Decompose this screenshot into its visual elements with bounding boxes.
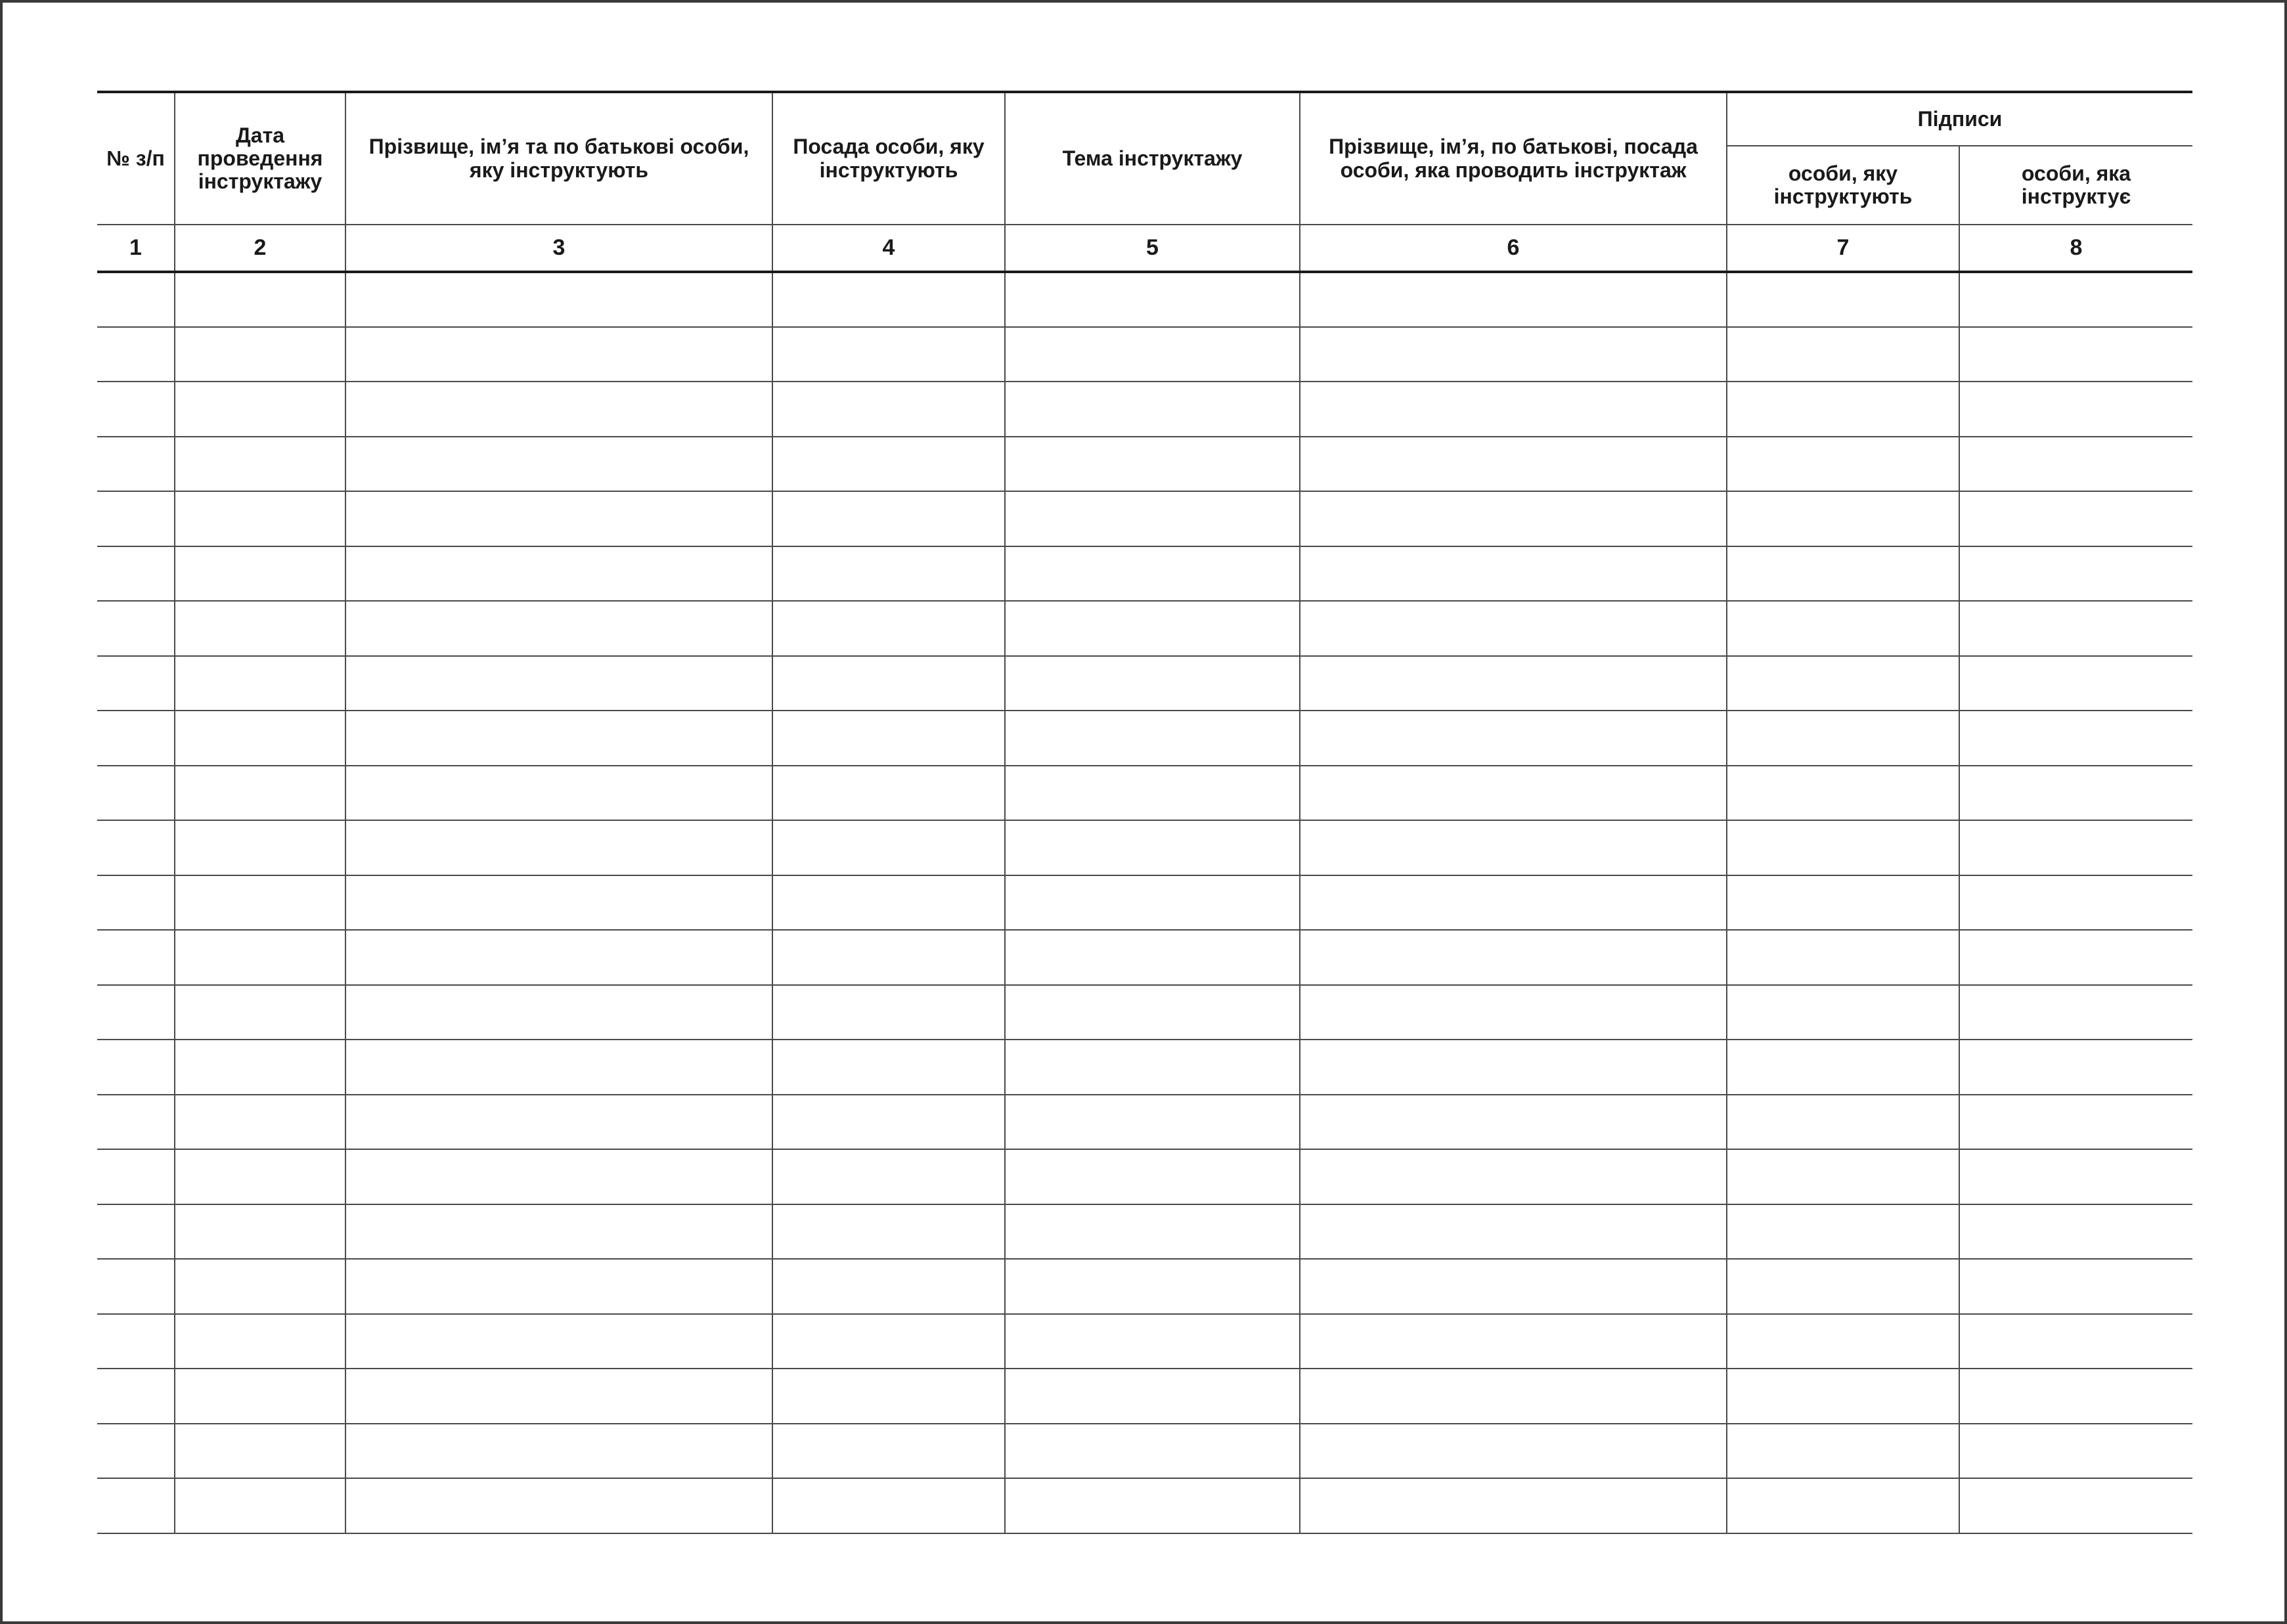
table-cell[interactable]	[772, 1314, 1005, 1369]
column-number: 3	[345, 225, 772, 272]
table-cell[interactable]	[345, 1369, 772, 1424]
table-cell[interactable]	[97, 1040, 175, 1095]
table-cell[interactable]	[175, 546, 345, 602]
table-cell[interactable]	[772, 1040, 1005, 1095]
table-cell[interactable]	[1005, 1149, 1300, 1204]
table-cell[interactable]	[1005, 1095, 1300, 1150]
table-cell[interactable]	[772, 1095, 1005, 1150]
table-cell[interactable]	[345, 1095, 772, 1150]
header-topic: Тема інструктажу	[1005, 92, 1300, 225]
table-cell[interactable]	[1300, 1424, 1727, 1479]
table-cell[interactable]	[1005, 327, 1300, 382]
table-cell[interactable]	[1005, 601, 1300, 656]
table-row	[97, 1478, 2192, 1533]
table-cell[interactable]	[1959, 1314, 2192, 1369]
table-cell[interactable]	[1959, 382, 2192, 437]
table-cell[interactable]	[1959, 601, 2192, 656]
table-row	[97, 327, 2192, 382]
table-row	[97, 711, 2192, 766]
table-cell[interactable]	[1005, 1040, 1300, 1095]
table-cell[interactable]	[345, 930, 772, 985]
table-cell[interactable]	[345, 546, 772, 602]
table-cell[interactable]	[1300, 1204, 1727, 1260]
table-cell[interactable]	[1005, 437, 1300, 492]
table-cell[interactable]	[97, 985, 175, 1040]
table-cell[interactable]	[1727, 272, 1959, 327]
table-cell[interactable]	[97, 1204, 175, 1260]
table-cell[interactable]	[97, 601, 175, 656]
table-cell[interactable]	[97, 437, 175, 492]
table-row	[97, 1424, 2192, 1479]
table-row	[97, 601, 2192, 656]
table-cell[interactable]	[1300, 601, 1727, 656]
table-row	[97, 1259, 2192, 1314]
table-cell[interactable]	[1727, 1259, 1959, 1314]
table-cell[interactable]	[1005, 1424, 1300, 1479]
table-cell[interactable]	[175, 1314, 345, 1369]
table-cell[interactable]	[1005, 382, 1300, 437]
table-row	[97, 1369, 2192, 1424]
table-cell[interactable]	[97, 1149, 175, 1204]
table-cell[interactable]	[1005, 272, 1300, 327]
table-cell[interactable]	[1727, 1424, 1959, 1479]
table-cell[interactable]	[97, 711, 175, 766]
table-cell[interactable]	[1959, 766, 2192, 821]
table-cell[interactable]	[175, 766, 345, 821]
table-cell[interactable]	[772, 930, 1005, 985]
table-cell[interactable]	[1727, 1478, 1959, 1533]
table-cell[interactable]	[345, 272, 772, 327]
table-cell[interactable]	[345, 1040, 772, 1095]
table-row	[97, 1040, 2192, 1095]
table-cell[interactable]	[1005, 985, 1300, 1040]
table-cell[interactable]	[97, 1369, 175, 1424]
table-cell[interactable]	[1300, 1369, 1727, 1424]
table-cell[interactable]	[1005, 546, 1300, 602]
table-cell[interactable]	[1727, 437, 1959, 492]
header-instructor: Прізвище, ім’я, по батькові, посада особи, яка проводить інструктаж	[1300, 92, 1727, 225]
table-cell[interactable]	[1959, 1095, 2192, 1150]
table-cell[interactable]	[1300, 1149, 1727, 1204]
column-number: 7	[1727, 225, 1959, 272]
column-number: 4	[772, 225, 1005, 272]
table-cell[interactable]	[175, 1149, 345, 1204]
table-cell[interactable]	[1959, 985, 2192, 1040]
table-cell[interactable]	[345, 1314, 772, 1369]
table-cell[interactable]	[1005, 656, 1300, 711]
table-cell[interactable]	[1300, 711, 1727, 766]
table-cell[interactable]	[1300, 272, 1727, 327]
table-row	[97, 985, 2192, 1040]
table-cell[interactable]	[1959, 1149, 2192, 1204]
table-cell[interactable]	[1005, 930, 1300, 985]
table-cell[interactable]	[772, 546, 1005, 602]
table-cell[interactable]	[97, 1424, 175, 1479]
table-cell[interactable]	[1959, 491, 2192, 546]
table-cell[interactable]	[1959, 1478, 2192, 1533]
table-cell[interactable]	[1727, 491, 1959, 546]
table-cell[interactable]	[97, 820, 175, 875]
table-cell[interactable]	[175, 1478, 345, 1533]
table-row	[97, 766, 2192, 821]
table-cell[interactable]	[772, 1478, 1005, 1533]
column-number-row	[97, 225, 2192, 272]
table-cell[interactable]	[1005, 1259, 1300, 1314]
table-cell[interactable]	[345, 985, 772, 1040]
table-cell[interactable]	[1959, 327, 2192, 382]
table-cell[interactable]	[345, 1424, 772, 1479]
table-cell[interactable]	[1300, 875, 1727, 931]
table-cell[interactable]	[97, 766, 175, 821]
table-cell[interactable]	[97, 875, 175, 931]
table-cell[interactable]	[1727, 985, 1959, 1040]
table-cell[interactable]	[772, 437, 1005, 492]
table-cell[interactable]	[772, 382, 1005, 437]
table-cell[interactable]	[1005, 820, 1300, 875]
table-row	[97, 382, 2192, 437]
table-row	[97, 491, 2192, 546]
table-cell[interactable]	[1300, 985, 1727, 1040]
table-cell[interactable]	[97, 382, 175, 437]
table-cell[interactable]	[772, 656, 1005, 711]
table-cell[interactable]	[772, 1369, 1005, 1424]
table-cell[interactable]	[175, 1424, 345, 1479]
table-cell[interactable]	[1300, 1095, 1727, 1150]
table-cell[interactable]	[1727, 1149, 1959, 1204]
table-cell[interactable]	[1300, 1040, 1727, 1095]
table-row	[97, 437, 2192, 492]
table-cell[interactable]	[97, 491, 175, 546]
table-cell[interactable]	[1005, 1478, 1300, 1533]
table-cell[interactable]	[1959, 1259, 2192, 1314]
column-number: 8	[1959, 225, 2192, 272]
table-cell[interactable]	[175, 985, 345, 1040]
table-cell[interactable]	[1959, 1369, 2192, 1424]
table-cell[interactable]	[772, 875, 1005, 931]
table-cell[interactable]	[1727, 601, 1959, 656]
table-cell[interactable]	[345, 656, 772, 711]
table-cell[interactable]	[175, 930, 345, 985]
table-cell[interactable]	[175, 820, 345, 875]
table-cell[interactable]	[1300, 327, 1727, 382]
table-cell[interactable]	[1959, 1204, 2192, 1260]
table-cell[interactable]	[175, 272, 345, 327]
header-name-instructed: Прізвище, ім’я та по батькові особи, яку інструктують	[345, 92, 772, 225]
table-cell[interactable]	[772, 1259, 1005, 1314]
table-cell[interactable]	[345, 491, 772, 546]
table-row	[97, 875, 2192, 931]
table-cell[interactable]	[97, 1259, 175, 1314]
table-row	[97, 1095, 2192, 1150]
table-cell[interactable]	[772, 1424, 1005, 1479]
table-cell[interactable]	[1727, 382, 1959, 437]
table-row	[97, 546, 2192, 602]
table-cell[interactable]	[772, 327, 1005, 382]
table-cell[interactable]	[345, 1259, 772, 1314]
table-cell[interactable]	[1005, 875, 1300, 931]
table-cell[interactable]	[175, 1095, 345, 1150]
header-row	[97, 92, 2192, 146]
table-cell[interactable]	[1727, 711, 1959, 766]
table-cell[interactable]	[1959, 711, 2192, 766]
table-cell[interactable]	[772, 491, 1005, 546]
table-cell[interactable]	[1300, 1478, 1727, 1533]
header-date: Дата проведення інструктажу	[175, 92, 345, 225]
header-signatures: Підписи	[1727, 92, 2192, 146]
header-signature-instructor: особи, яка інструктує	[1959, 146, 2192, 225]
header-no: № з/п	[97, 92, 175, 225]
table-cell[interactable]	[175, 656, 345, 711]
table-cell[interactable]	[97, 272, 175, 327]
table-cell[interactable]	[1959, 820, 2192, 875]
table-cell[interactable]	[1300, 766, 1727, 821]
table-cell[interactable]	[1727, 875, 1959, 931]
table-cell[interactable]	[345, 382, 772, 437]
table-cell[interactable]	[772, 711, 1005, 766]
table-cell[interactable]	[1727, 327, 1959, 382]
table-cell[interactable]	[1959, 875, 2192, 931]
table-cell[interactable]	[97, 1478, 175, 1533]
table-cell[interactable]	[1727, 1040, 1959, 1095]
column-number: 6	[1300, 225, 1727, 272]
table-cell[interactable]	[175, 382, 345, 437]
table-cell[interactable]	[1300, 1259, 1727, 1314]
table-cell[interactable]	[97, 656, 175, 711]
table-row	[97, 1149, 2192, 1204]
column-number: 5	[1005, 225, 1300, 272]
table-cell[interactable]	[1727, 820, 1959, 875]
table-cell[interactable]	[175, 327, 345, 382]
table-cell[interactable]	[1300, 437, 1727, 492]
table-cell[interactable]	[1959, 437, 2192, 492]
table-cell[interactable]	[1005, 1369, 1300, 1424]
table-cell[interactable]	[1300, 930, 1727, 985]
table-cell[interactable]	[1300, 382, 1727, 437]
table-cell[interactable]	[1959, 1424, 2192, 1479]
table-cell[interactable]	[175, 491, 345, 546]
table-row	[97, 272, 2192, 327]
table-cell[interactable]	[1005, 711, 1300, 766]
header-signature-instructed: особи, яку інструктують	[1727, 146, 1959, 225]
table-cell[interactable]	[345, 1478, 772, 1533]
table-cell[interactable]	[1727, 1369, 1959, 1424]
table-cell[interactable]	[1005, 1204, 1300, 1260]
table-cell[interactable]	[97, 327, 175, 382]
table-cell[interactable]	[1727, 930, 1959, 985]
table-cell[interactable]	[1727, 546, 1959, 602]
table-cell[interactable]	[772, 766, 1005, 821]
header-position-instructed: Посада особи, яку інструктують	[772, 92, 1005, 225]
table-cell[interactable]	[1959, 1040, 2192, 1095]
table-cell[interactable]	[1300, 1314, 1727, 1369]
table-cell[interactable]	[1300, 491, 1727, 546]
table-cell[interactable]	[175, 1040, 345, 1095]
table-cell[interactable]	[175, 1259, 345, 1314]
table-cell[interactable]	[345, 766, 772, 821]
table-row	[97, 656, 2192, 711]
table-cell[interactable]	[1727, 1314, 1959, 1369]
table-cell[interactable]	[345, 1204, 772, 1260]
table-cell[interactable]	[345, 437, 772, 492]
table-cell[interactable]	[1300, 656, 1727, 711]
table-cell[interactable]	[1005, 491, 1300, 546]
table-cell[interactable]	[772, 985, 1005, 1040]
table-row	[97, 1314, 2192, 1369]
column-number: 2	[175, 225, 345, 272]
table-cell[interactable]	[1727, 1204, 1959, 1260]
table-cell[interactable]	[1300, 546, 1727, 602]
table-cell[interactable]	[772, 1149, 1005, 1204]
table-cell[interactable]	[175, 1204, 345, 1260]
column-number: 1	[97, 225, 175, 272]
table-cell[interactable]	[1005, 766, 1300, 821]
table-cell[interactable]	[1959, 272, 2192, 327]
table-cell[interactable]	[1959, 546, 2192, 602]
table-cell[interactable]	[772, 1204, 1005, 1260]
table-cell[interactable]	[772, 820, 1005, 875]
table-cell[interactable]	[772, 272, 1005, 327]
table-row	[97, 1204, 2192, 1260]
briefing-journal-table	[97, 91, 2192, 1534]
table-cell[interactable]	[97, 930, 175, 985]
table-cell[interactable]	[97, 1314, 175, 1369]
table-cell[interactable]	[175, 711, 345, 766]
table-cell[interactable]	[345, 1149, 772, 1204]
table-cell[interactable]	[345, 711, 772, 766]
table-cell[interactable]	[1727, 1095, 1959, 1150]
table-cell[interactable]	[175, 437, 345, 492]
table-cell[interactable]	[345, 875, 772, 931]
table-row	[97, 930, 2192, 985]
table-cell[interactable]	[175, 601, 345, 656]
table-cell[interactable]	[1727, 656, 1959, 711]
table-cell[interactable]	[1300, 820, 1727, 875]
table-cell[interactable]	[1727, 766, 1959, 821]
table-cell[interactable]	[1959, 656, 2192, 711]
table-cell[interactable]	[97, 546, 175, 602]
table-cell[interactable]	[175, 1369, 345, 1424]
table-row	[97, 820, 2192, 875]
table-cell[interactable]	[345, 820, 772, 875]
table-cell[interactable]	[345, 327, 772, 382]
table-cell[interactable]	[345, 601, 772, 656]
table-cell[interactable]	[772, 601, 1005, 656]
journal-body	[97, 272, 2192, 1533]
table-cell[interactable]	[175, 875, 345, 931]
table-cell[interactable]	[1959, 930, 2192, 985]
table-cell[interactable]	[97, 1095, 175, 1150]
table-cell[interactable]	[1005, 1314, 1300, 1369]
